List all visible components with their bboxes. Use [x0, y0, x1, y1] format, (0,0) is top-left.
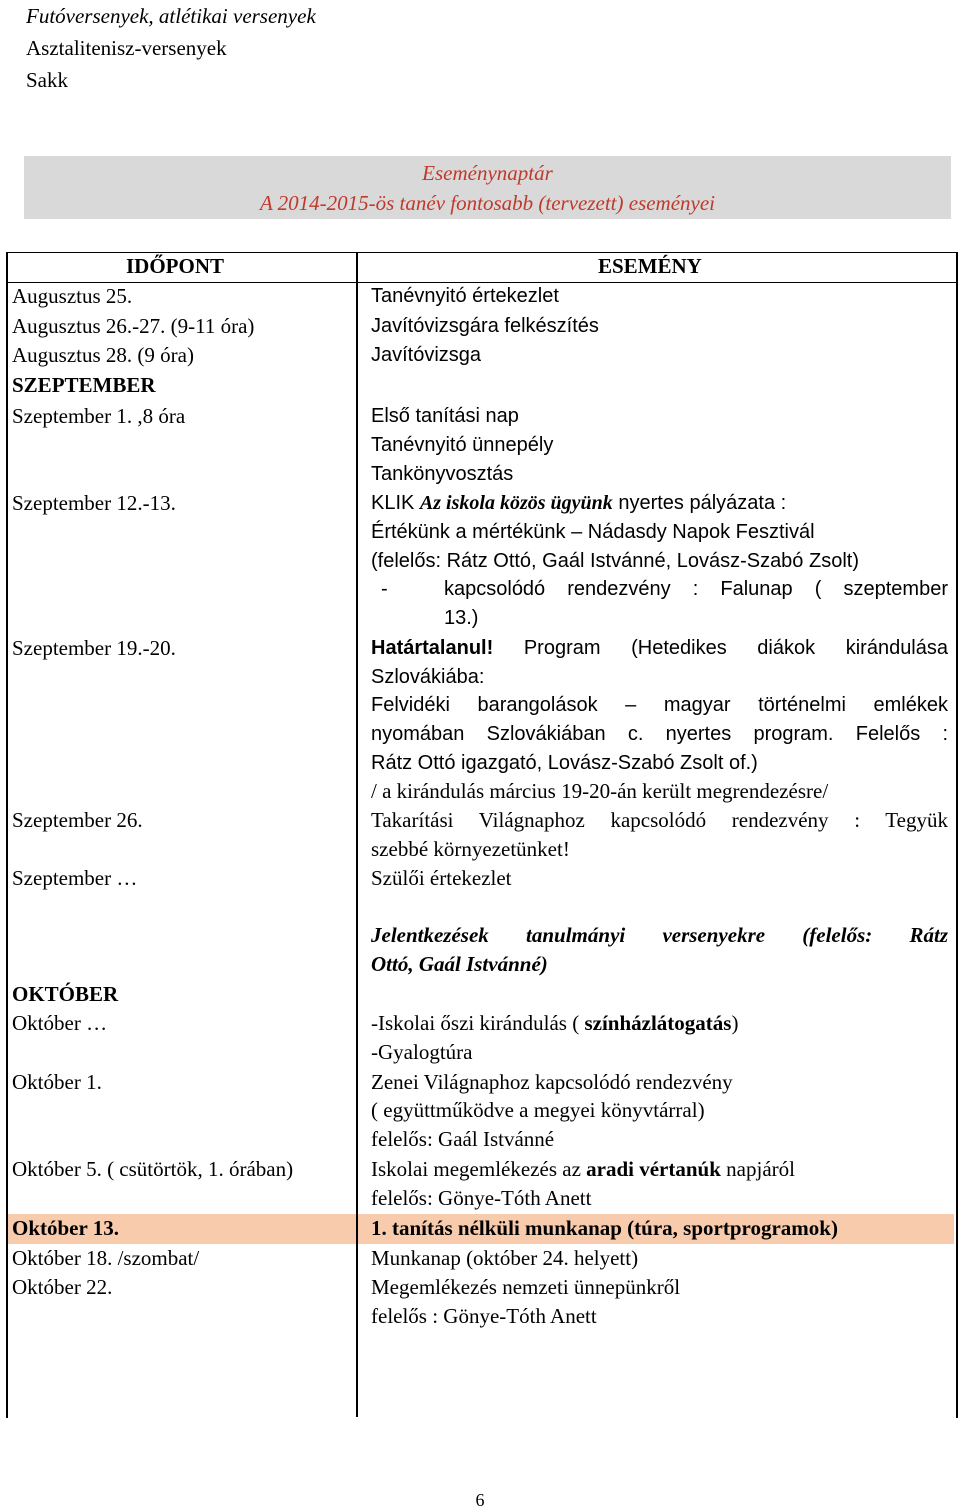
time-oct22: Október 22.: [12, 1275, 113, 1299]
event-sep19-line: nyomában Szlovákiában c. nyertes program. Felelős :: [371, 723, 948, 745]
event-oct-trip: -Iskolai őszi kirándulás ( színházlátogatás): [371, 1011, 739, 1035]
page-number: 6: [475, 1490, 485, 1510]
event-sep26-line: Takarítási Világnaphoz kapcsolódó rendezvény : Tegyük: [371, 808, 948, 832]
time-aug28: Augusztus 28. (9 óra): [12, 343, 194, 367]
time-oct1: Október 1.: [12, 1070, 102, 1094]
activity-item: Futóversenyek, atlétikai versenyek: [26, 4, 316, 28]
calendar-subtitle: A 2014-2015-ös tanév fontosabb (tervezett) eseményei: [259, 191, 716, 215]
event-sep1-line: Első tanítási nap: [371, 405, 519, 427]
activity-list: [26, 0, 316, 96]
event-sep12-title: KLIK Az iskola közös ügyünk nyertes pályázata :: [371, 492, 787, 514]
event-sep19-line: Szlovákiába:: [371, 666, 485, 688]
header-event: ESEMÉNY: [598, 254, 702, 278]
event-sep19-line: Felvidéki barangolások – magyar történelmi emlékek: [371, 694, 948, 716]
month-october: OKTÓBER: [12, 982, 119, 1006]
activity-item: Sakk: [26, 68, 68, 92]
event-sep26-line: szebbé környezetünket!: [371, 837, 570, 861]
event-oct5-line: felelős: Gönye-Tóth Anett: [371, 1186, 592, 1210]
event-aug28: Javítóvizsga: [371, 344, 482, 366]
bullet: -: [381, 578, 388, 600]
time-sep12: Szeptember 12.-13.: [12, 491, 176, 515]
calendar-title-band: [24, 156, 951, 219]
event-competition-note: Jelentkezések tanulmányi versenyekre (felelős: Rátz: [371, 923, 948, 947]
time-oct13: Október 13.: [12, 1216, 119, 1240]
time-oct-dots: Október …: [12, 1011, 108, 1035]
event-oct13: 1. tanítás nélküli munkanap (túra, sportprogramok): [371, 1216, 838, 1240]
event-sep1-line: Tankönyvosztás: [371, 463, 514, 485]
activity-item: Asztalitenisz-versenyek: [26, 36, 227, 60]
event-competition-note: Ottó, Gaál Istvánné): [371, 952, 548, 976]
event-oct5: Iskolai megemlékezés az aradi vértanúk napjáról: [371, 1157, 795, 1181]
event-sep19-line: Rátz Ottó igazgató, Lovász-Szabó Zsolt of.): [371, 752, 758, 774]
event-sep19-title: Határtalanul! Program (Hetedikes diákok kirándulása: [371, 637, 948, 659]
time-oct18: Október 18. /szombat/: [12, 1246, 200, 1270]
event-aug25: Tanévnyitó értekezlet: [371, 285, 559, 307]
time-sep-dots: Szeptember …: [12, 866, 138, 890]
event-sep12-sub: kapcsolódó rendezvény : Falunap ( szeptember: [444, 578, 948, 600]
time-sep19: Szeptember 19.-20.: [12, 636, 176, 660]
month-september: SZEPTEMBER: [12, 373, 156, 397]
time-aug25: Augusztus 25.: [12, 284, 133, 308]
calendar-title: Eseménynaptár: [422, 161, 553, 185]
event-oct1-line: felelős: Gaál Istvánné: [371, 1127, 555, 1151]
header-time: IDŐPONT: [126, 254, 225, 278]
time-aug26: Augusztus 26.-27. (9-11 óra): [12, 314, 255, 338]
event-oct1-line: Zenei Világnaphoz kapcsolódó rendezvény: [371, 1070, 733, 1094]
event-sep12-sub: 13.): [444, 607, 479, 629]
event-aug26: Javítóvizsgára felkészítés: [371, 315, 599, 337]
event-oct-hike: -Gyalogtúra: [371, 1040, 473, 1064]
event-sep1-line: Tanévnyitó ünnepély: [371, 434, 554, 456]
time-sep26: Szeptember 26.: [12, 808, 143, 832]
event-sep12-line: Értékünk a mértékünk – Nádasdy Napok Fesztivál: [371, 521, 815, 543]
event-oct1-line: ( együttműködve a megyei könyvtárral): [371, 1098, 705, 1122]
event-sep12-line: (felelős: Rátz Ottó, Gaál Istvánné, Lovász-Szabó Zsolt): [371, 550, 859, 572]
event-oct22-line: Megemlékezés nemzeti ünnepünkről: [371, 1275, 681, 1299]
event-oct22-line: felelős : Gönye-Tóth Anett: [371, 1304, 597, 1328]
event-sep19-note: / a kirándulás március 19-20-án került megrendezésre/: [371, 779, 829, 803]
event-parent-meeting: Szülői értekezlet: [371, 866, 512, 890]
time-sep1: Szeptember 1. ,8 óra: [12, 404, 186, 428]
event-oct18: Munkanap (október 24. helyett): [371, 1246, 639, 1270]
time-oct5: Október 5. ( csütörtök, 1. órában): [12, 1157, 294, 1181]
